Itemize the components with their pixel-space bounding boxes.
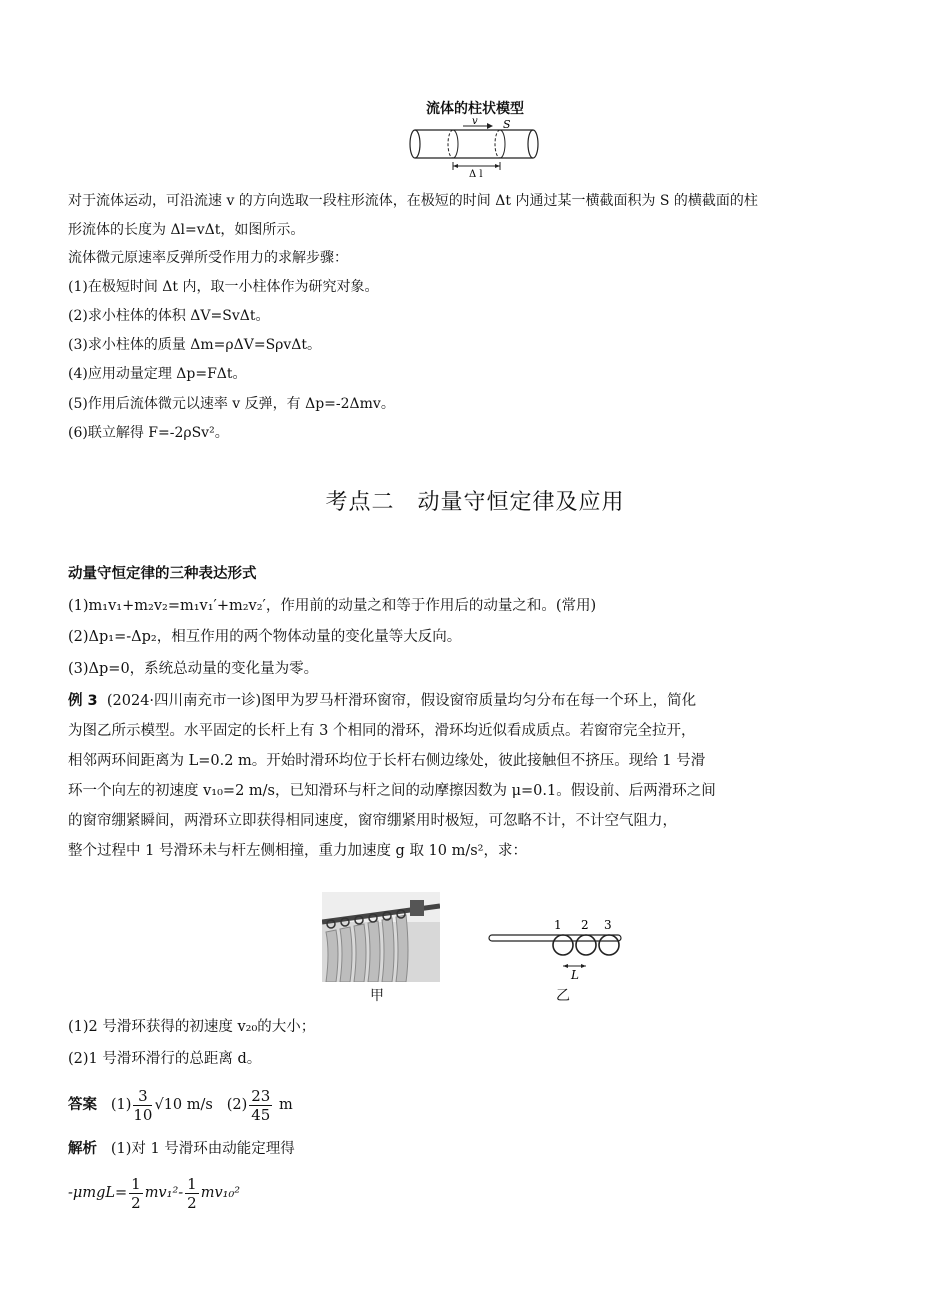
equation-lhs: -μmgL= [68,1185,128,1201]
example-line-5: 的窗帘绷紧瞬间，两滑环立即获得相同速度，窗帘绷紧用时极短，可忽略不计，不计空气阻力， [68,813,677,829]
ring-label-2: 2 [581,918,589,932]
figure-title: 流体的柱状模型 [426,101,524,117]
step-2: (2)求小柱体的体积 ΔV=SvΔt。 [68,308,270,324]
example-line-6: 整个过程中 1 号滑环未与杆左侧相撞，重力加速度 g 取 10 m/s²，求： [68,843,527,859]
analysis-text: (1)对 1 号滑环由动能定理得 [110,1141,295,1157]
equation-term-1: mv₁² [144,1185,179,1201]
answer-part1-root: √10 [154,1097,183,1113]
form-2: (2)Δp₁=-Δp₂，相互作用的两个物体动量的变化量等大反向。 [68,629,462,645]
equation-term-2: mv₁₀² [200,1185,241,1201]
step-1: (1)在极短时间 Δt 内，取一小柱体作为研究对象。 [68,279,379,295]
answer-part1-fraction [133,1087,152,1124]
example-label: 例 3 [68,693,98,709]
label-v: v [472,118,478,127]
analysis-equation [68,1170,888,1216]
step-5: (5)作用后流体微元以速率 v 反弹，有 Δp=-2Δmv。 [68,396,395,412]
ring-label-3: 3 [604,918,612,932]
answer-part2-den: 45 [251,1105,271,1124]
ring-label-1: 1 [554,918,562,932]
analysis-line [68,1139,888,1159]
label-s: S [503,118,511,131]
answer-part2-fraction [249,1087,272,1124]
intro-line-3: 流体微元原速率反弹所受作用力的求解步骤： [68,250,348,266]
question-1: (1)2 号滑环获得的初速度 v₂₀的大小； [68,1019,316,1035]
form-3: (3)Δp=0，系统总动量的变化量为零。 [68,661,319,677]
answer-part1-den: 10 [133,1105,153,1124]
fluid-column-diagram [405,118,545,178]
step-6: (6)联立解得 F=-2ρSv²。 [68,425,229,441]
question-2: (2)1 号滑环滑行的总距离 d。 [68,1051,262,1067]
equation-minus: - [178,1185,184,1201]
label-L: L [571,968,579,982]
intro-line-1: 对于流体运动，可沿流速 v 的方向选取一段柱形流体，在极短的时间 Δt 内通过某一横截面积为 S 的横截面的柱 [68,193,758,209]
equation-frac-a-num: 1 [131,1174,141,1193]
step-4: (4)应用动量定理 Δp=FΔt。 [68,366,247,382]
answer-part2-unit: m [278,1097,293,1113]
label-delta-l: Δ l [469,169,483,178]
equation-frac-b-num: 1 [187,1174,197,1193]
example-line-3: 相邻两环间距离为 L=0.2 m。开始时滑环均位于长杆右侧边缘处，彼此接触但不挤压。现给 1 号滑 [68,753,706,769]
section-subheading: 动量守恒定律的三种表达形式 [68,566,257,582]
analysis-label: 解析 [68,1141,97,1157]
curtain-photo [322,892,440,982]
ring-rod-diagram [485,913,635,983]
answer-label: 答案 [68,1097,97,1113]
example-line-1: (2024·四川南充市一诊)图甲为罗马杆滑环窗帘，假设窗帘质量均匀分布在每一个环上，简化 [106,693,697,709]
answer-part1-prefix: (1) [110,1097,132,1113]
equation-frac-b-den: 2 [187,1193,197,1212]
equation-frac-a-den: 2 [131,1193,141,1212]
answer-part2-num: 23 [251,1086,271,1105]
caption-yi: 乙 [556,988,570,1004]
example-line-4: 环一个向左的初速度 v₁₀=2 m/s，已知滑环与杆之间的动摩擦因数为 μ=0.1。假设前、后两滑环之间 [68,783,716,799]
answer-part1-unit: m/s [186,1097,213,1113]
caption-jia: 甲 [370,988,384,1004]
answer-part1-num: 3 [133,1087,152,1106]
example-line-2: 为图乙所示模型。水平固定的长杆上有 3 个相同的滑环，滑环均近似看成质点。若窗帘完全拉开， [68,723,696,739]
equation-frac-a [129,1175,143,1212]
intro-line-2: 形流体的长度为 Δl=vΔt，如图所示。 [68,222,305,238]
answer-line [68,1085,888,1125]
equation-frac-b [185,1175,199,1212]
answer-part2-prefix: (2) [226,1097,248,1113]
form-1: (1)m₁v₁+m₂v₂=m₁v₁′+m₂v₂′，作用前的动量之和等于作用后的动量之和。(常用) [68,598,597,614]
section-heading: 考点二 动量守恒定律及应用 [325,490,625,515]
step-3: (3)求小柱体的质量 Δm=ρΔV=SρvΔt。 [68,337,322,353]
example-block [68,686,888,866]
